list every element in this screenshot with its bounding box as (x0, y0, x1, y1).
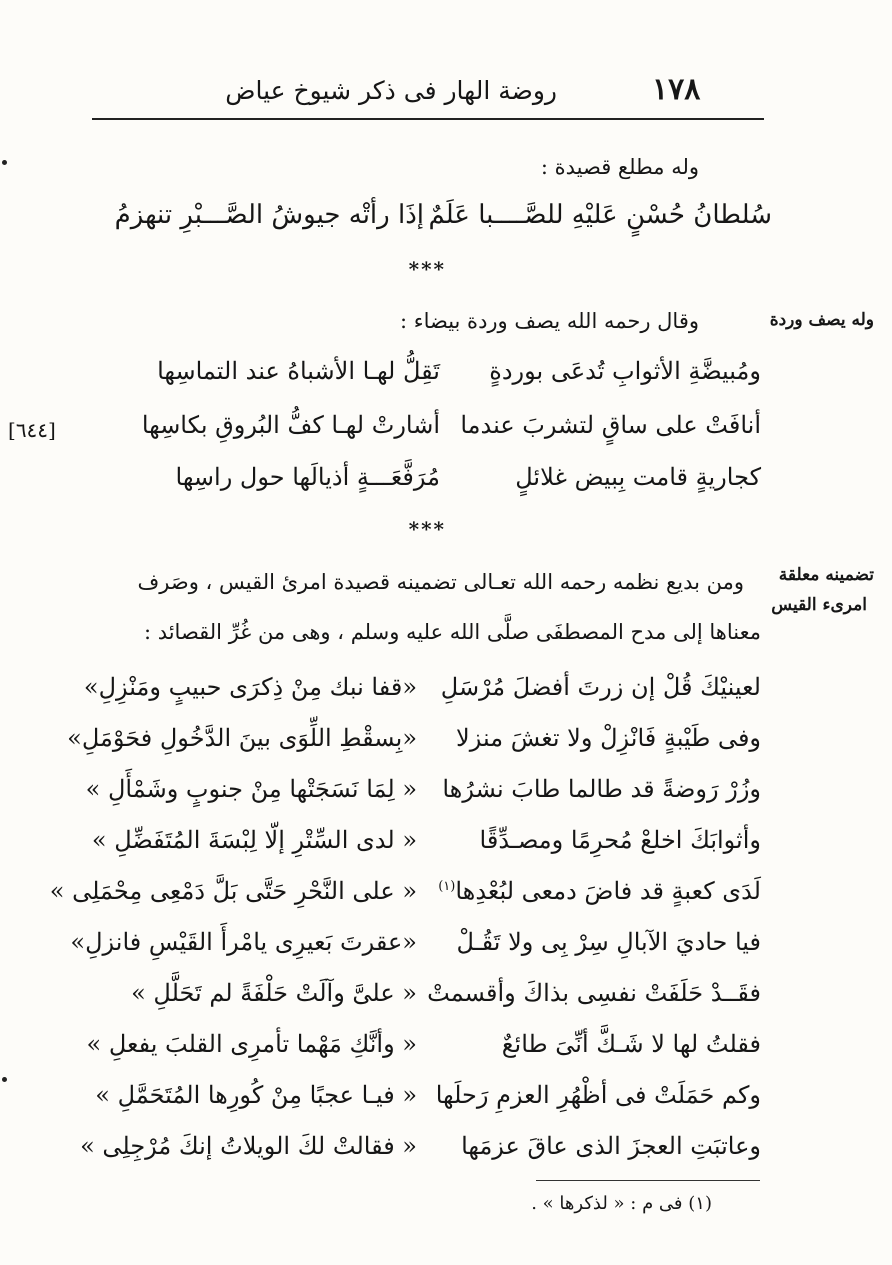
margin-note-line2: امرىء القيس (771, 595, 867, 615)
section3-verse9-second-half: « فيـا عجبًا مِنْ كُورِها المُتَحَمَّلِ » (95, 1081, 417, 1109)
section2-intro: وقال رحمه الله يصف وردة بيضاء : (399, 309, 699, 333)
separator-stars: *** (408, 517, 446, 541)
manuscript-folio-reference: [٦٤٤] (8, 418, 56, 442)
section2-verse2-second-half: أشارتْ لهـا كفُّ البُروقِ بكاسِها (141, 411, 440, 439)
verse-text: لَدَى كعبةٍ قد فاضَ دمعى لبُعْدِها (455, 877, 761, 905)
footnote-marker: (١) (438, 879, 456, 894)
section3-verse4-first-half: وأثوابَكَ اخلعْ مُحرِمًا ومصـدِّقًا (479, 826, 761, 854)
section3-verse7-second-half: « علىَّ وآلَتْ حَلْفَةً لم تَحَلَّلِ » (131, 979, 417, 1007)
section3-verse9-first-half: وكم حَمَلَتْ فى أظْهُرِ العزمِ رَحلَها (435, 1081, 761, 1109)
margin-note-line1: تضمينه معلقة (778, 565, 874, 585)
section3-verse1-second-half: «قفا نبك مِنْ ذِكرَى حبيبٍ ومَنْزِلِ» (83, 673, 417, 701)
section3-verse3-second-half: « لِمَا نَسَجَتْها مِنْ جنوبٍ وشَمْأَلِ » (85, 775, 417, 803)
section1-verse-first-half: سُلطانُ حُسْنٍ عَليْهِ للصَّــــبا عَلَمٌ (428, 200, 772, 230)
edge-speck (2, 1077, 7, 1082)
footnote-text: (١) فى م : « لذكرها » . (531, 1193, 712, 1214)
section3-verse4-second-half: « لدى السِّتْرِ إلّا لِبْسَةَ المُتَفَضِّلِ » (91, 826, 417, 854)
section3-verse10-first-half: وعاتبَتِ العجزَ الذى عاقَ عزمَها (461, 1132, 761, 1160)
section3-verse10-second-half: « فقالتْ لكَ الويلاتُ إنكَ مُرْجِلِى » (80, 1132, 417, 1160)
section3-verse8-second-half: « وأنَّكِ مَهْما تأمرِى القلبَ يفعلِ » (86, 1030, 417, 1058)
running-header-title: روضة الهار فى ذكر شيوخ عياض (225, 76, 557, 105)
page-number: ١٧٨ (652, 72, 701, 107)
section3-verse7-first-half: فقَــدْ حَلَفَتْ نفسِى بذاكَ وأقسمتْ (427, 979, 761, 1007)
section3-verse2-first-half: وفى طَيْبةٍ فَانْزِلْ ولا تغشَ منزلا (456, 724, 761, 752)
section3-verse8-first-half: فقلتُ لها لا شَـكَّ أنِّىَ طائعٌ (501, 1030, 761, 1058)
section3-prose-line2: معناها إلى مدح المصطفَى صلَّى الله عليه وسلم ، وهى من غُرِّ القصائد : (143, 620, 761, 644)
section3-verse2-second-half: «بِسقْطِ اللِّوَى بينَ الدَّخُولِ فحَوْمَلِ» (67, 724, 417, 752)
footnote-rule (536, 1180, 760, 1181)
section3-verse5-second-half: « على النَّحْرِ حَتَّى بَلَّ دَمْعِى مِحْمَلِى » (49, 877, 417, 905)
separator-stars: *** (408, 257, 446, 281)
section2-verse3-second-half: مُرَفَّعَـــةٍ أذيالَها حول راسِها (175, 463, 440, 491)
section3-verse6-first-half: فيا حاديَ الآبالِ سِرْ بِى ولا تَقُـلْ (456, 928, 761, 956)
section3-prose-line1: ومن بديع نظمه رحمه الله تعـالى تضمينه قصيدة امرئ القيس ، وصَرف (137, 570, 744, 594)
section3-verse6-second-half: «عقرتَ بَعيرِى يامْرأَ القَيْسِ فانزلِ» (70, 928, 417, 956)
section1-verse-second-half: إذَا رأتْه جيوشُ الصَّـــبْرِ تنهزمُ (114, 200, 424, 230)
edge-speck (2, 160, 7, 165)
section2-verse1-second-half: تَقِلُّ لهـا الأشباهُ عند التماسِها (157, 357, 440, 385)
section1-intro: وله مطلع قصيدة : (540, 155, 699, 179)
section3-verse1-first-half: لعينيْكَ قُلْ إن زرتَ أفضلَ مُرْسَلِ (440, 673, 761, 701)
section3-verse5-first-half (438, 877, 761, 905)
section2-verse3-first-half: كجاريةٍ قامت بِبيض غلائلٍ (515, 463, 761, 491)
section2-verse1-first-half: ومُبيضَّةِ الأثوابِ تُدعَى بوردةٍ (489, 357, 761, 385)
header-rule (92, 118, 764, 120)
section2-verse2-first-half: أنافَتْ على ساقٍ لتشربَ عندما (460, 411, 761, 439)
margin-note-rose: وله يصف وردة (769, 310, 874, 330)
section3-verse3-first-half: وزُرْ رَوضةً قد طالما طابَ نشرُها (442, 775, 761, 803)
